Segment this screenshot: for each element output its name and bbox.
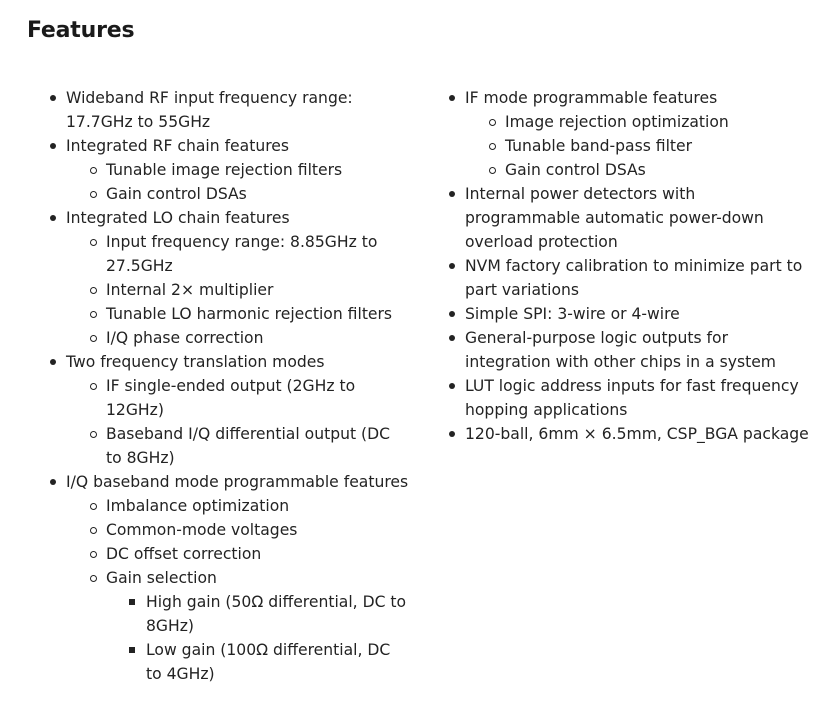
sub-feature-text: Tunable image rejection filters (106, 161, 343, 179)
sub-feature-item (66, 518, 420, 542)
bullet-circle (90, 575, 97, 582)
sub-feature-list (66, 158, 420, 206)
sub-feature-text: Tunable band-pass filter (505, 137, 693, 155)
bullet-circle (90, 527, 97, 534)
sub-feature-text: DC offset correction (106, 545, 262, 563)
bullet-circle (90, 191, 97, 198)
bullet-circle (90, 167, 97, 174)
feature-list-right (447, 86, 819, 446)
feature-item (48, 86, 420, 134)
feature-text: Two frequency translation modes (66, 353, 325, 371)
sub-feature-item (66, 422, 420, 470)
feature-text: NVM factory calibration to minimize part to part variations (465, 257, 803, 299)
feature-text: I/Q baseband mode programmable features (66, 473, 409, 491)
bullet-circle (90, 383, 97, 390)
sub-feature-list (66, 494, 420, 590)
sub-sub-feature-text: Low gain (100Ω differential, DC to 4GHz) (146, 641, 391, 683)
bullet-disc (50, 479, 56, 485)
sub-feature-list (66, 374, 420, 470)
bullet-square (129, 599, 135, 605)
feature-item (48, 350, 420, 470)
sub-feature-list (66, 230, 420, 350)
feature-item (447, 326, 819, 374)
bullet-disc (449, 335, 455, 341)
bullet-circle (90, 503, 97, 510)
sub-feature-text: I/Q phase correction (106, 329, 264, 347)
sub-feature-item (465, 134, 819, 158)
sub-sub-feature-text: High gain (50Ω differential, DC to 8GHz) (146, 593, 407, 635)
bullet-circle (90, 311, 97, 318)
sub-feature-text: Image rejection optimization (505, 113, 729, 131)
sub-feature-text: Internal 2× multiplier (106, 281, 274, 299)
feature-text: Internal power detectors with programmable automatic power-down overload protection (465, 185, 764, 251)
bullet-circle (90, 239, 97, 246)
feature-item (447, 302, 819, 326)
feature-text: Integrated LO chain features (66, 209, 290, 227)
sub-feature-text: Baseband I/Q differential output (DC to 8GHz) (106, 425, 391, 467)
feature-text: 120-ball, 6mm × 6.5mm, CSP_BGA package (465, 425, 809, 443)
bullet-circle (489, 143, 496, 150)
bullet-circle (90, 431, 97, 438)
feature-item (48, 470, 420, 686)
bullet-circle (90, 551, 97, 558)
sub-feature-item (66, 278, 420, 302)
bullet-disc (449, 191, 455, 197)
feature-item (48, 206, 420, 350)
sub-feature-text: Tunable LO harmonic rejection filters (106, 305, 393, 323)
feature-list-left (48, 86, 420, 686)
bullet-disc (449, 431, 455, 437)
sub-feature-list (465, 110, 819, 182)
sub-feature-text: Gain selection (106, 569, 217, 587)
sub-feature-item (66, 494, 420, 518)
feature-text: Wideband RF input frequency range: 17.7GHz to 55GHz (66, 89, 353, 131)
sub-sub-feature-item (66, 590, 420, 638)
sub-feature-item (66, 374, 420, 422)
sub-feature-item (465, 158, 819, 182)
bullet-disc (50, 359, 56, 365)
bullet-disc (449, 383, 455, 389)
sub-feature-text: Gain control DSAs (505, 161, 646, 179)
feature-text: Simple SPI: 3-wire or 4-wire (465, 305, 680, 323)
feature-item (48, 134, 420, 206)
bullet-circle (489, 119, 496, 126)
feature-item (447, 422, 819, 446)
feature-item (447, 374, 819, 422)
features-heading: Features (27, 18, 135, 43)
features-left-column (48, 86, 420, 686)
sub-sub-feature-item (66, 638, 420, 686)
sub-feature-text: IF single-ended output (2GHz to 12GHz) (106, 377, 356, 419)
sub-feature-item (66, 182, 420, 206)
bullet-disc (449, 311, 455, 317)
feature-text: LUT logic address inputs for fast frequency hopping applications (465, 377, 799, 419)
features-right-column (447, 86, 819, 446)
sub-feature-item (66, 230, 420, 278)
sub-feature-item (66, 326, 420, 350)
bullet-disc (50, 95, 56, 101)
sub-feature-item (465, 110, 819, 134)
feature-text: Integrated RF chain features (66, 137, 289, 155)
feature-text: General-purpose logic outputs for integration with other chips in a system (465, 329, 776, 371)
sub-feature-text: Imbalance optimization (106, 497, 290, 515)
sub-feature-item (66, 542, 420, 566)
bullet-disc (50, 215, 56, 221)
bullet-circle (90, 287, 97, 294)
sub-feature-text: Gain control DSAs (106, 185, 247, 203)
sub-sub-feature-list (66, 590, 420, 686)
sub-feature-text: Common-mode voltages (106, 521, 298, 539)
bullet-disc (449, 263, 455, 269)
sub-feature-item (66, 302, 420, 326)
feature-item (447, 254, 819, 302)
sub-feature-item (66, 566, 420, 590)
bullet-circle (489, 167, 496, 174)
feature-item (447, 86, 819, 182)
sub-feature-item (66, 158, 420, 182)
feature-text: IF mode programmable features (465, 89, 718, 107)
sub-feature-text: Input frequency range: 8.85GHz to 27.5GHz (106, 233, 378, 275)
bullet-disc (50, 143, 56, 149)
bullet-disc (449, 95, 455, 101)
bullet-circle (90, 335, 97, 342)
feature-item (447, 182, 819, 254)
bullet-square (129, 647, 135, 653)
